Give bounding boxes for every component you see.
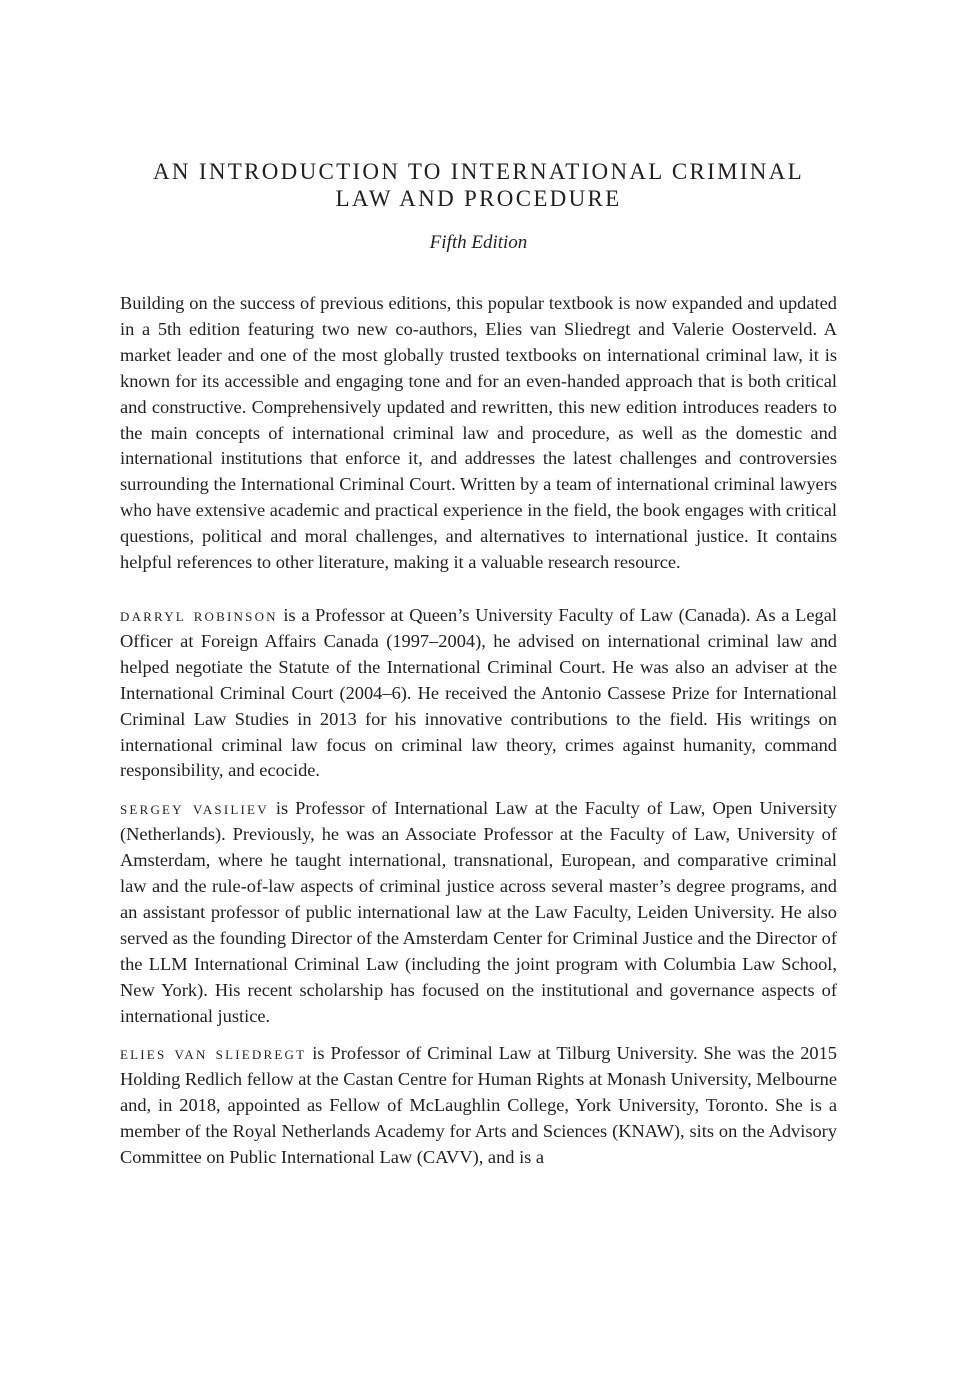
book-title-line-1: AN INTRODUCTION TO INTERNATIONAL CRIMINAL (153, 159, 804, 184)
author-bio-van-sliedregt (120, 1041, 837, 1171)
book-title (120, 158, 837, 212)
author-name: darryl robinson (120, 604, 278, 625)
author-bio-text: is Professor of International Law at the Faculty of Law, Open University (Netherlands). Previously, he was an Associate Professor at the Faculty of Law, University of Amsterdam, where he taught international, transnational, European, and comparative criminal law and the rule-of-law aspects of criminal justice across several master’s degree programs, and an assistant professor of public international law at the Law Faculty, Leiden University. He also served as the founding Director of the Amsterdam Center for Criminal Justice and the Director of the LLM International Criminal Law (including the joint program with Columbia Law School, New York). His recent scholarship has focused on the institutional and governance aspects of international justice. (120, 798, 837, 1026)
edition-label: Fifth Edition (429, 232, 528, 253)
document-page (120, 158, 837, 1171)
author-bio-text: is Professor of Criminal Law at Tilburg University. She was the 2015 Holding Redlich fellow at the Castan Centre for Human Rights at Monash University, Melbourne and, in 2018, appointed as Fellow of McLaughlin College, York University, Toronto. She is a member of the Royal Netherlands Academy for Arts and Sciences (KNAW), sits on the Advisory Committee on Public International Law (CAVV), and is a (120, 1043, 837, 1168)
book-title-line-2: LAW AND PROCEDURE (335, 186, 622, 211)
author-name: elies van sliedregt (120, 1043, 307, 1064)
author-bio-vasiliev (120, 796, 837, 1029)
book-description: Building on the success of previous editions, this popular textbook is now expanded and updated in a 5th edition featuring two new co-authors, Elies van Sliedregt and Valerie Oosterveld. A market leader and one of the most globally trusted textbooks on international criminal law, it is known for its accessible and engaging tone and for an even-handed approach that is both critical and constructive. Comprehensively updated and rewritten, this new edition introduces readers to the main concepts of international criminal law and procedure, as well as the domestic and international institutions that enforce it, and addresses the latest challenges and controversies surrounding the International Criminal Court. Written by a team of international criminal lawyers who have extensive academic and practical experience in the field, the book engages with critical questions, political and moral challenges, and alternatives to international justice. It contains helpful references to other literature, making it a valuable research resource. (120, 293, 837, 573)
author-bio-robinson (120, 603, 837, 784)
author-name: sergey vasiliev (120, 798, 269, 819)
author-bio-text: is a Professor at Queen’s University Faculty of Law (Canada). As a Legal Officer at Foreign Affairs Canada (1997–2004), he advised on international criminal law and helped negotiate the Statute of the International Criminal Court. He was also an adviser at the International Criminal Court (2004–6). He received the Antonio Cassese Prize for International Criminal Law Studies in 2013 for his innovative contributions to the field. His writings on international criminal law focus on criminal law theory, crimes against humanity, command responsibility, and ecocide. (120, 604, 837, 781)
